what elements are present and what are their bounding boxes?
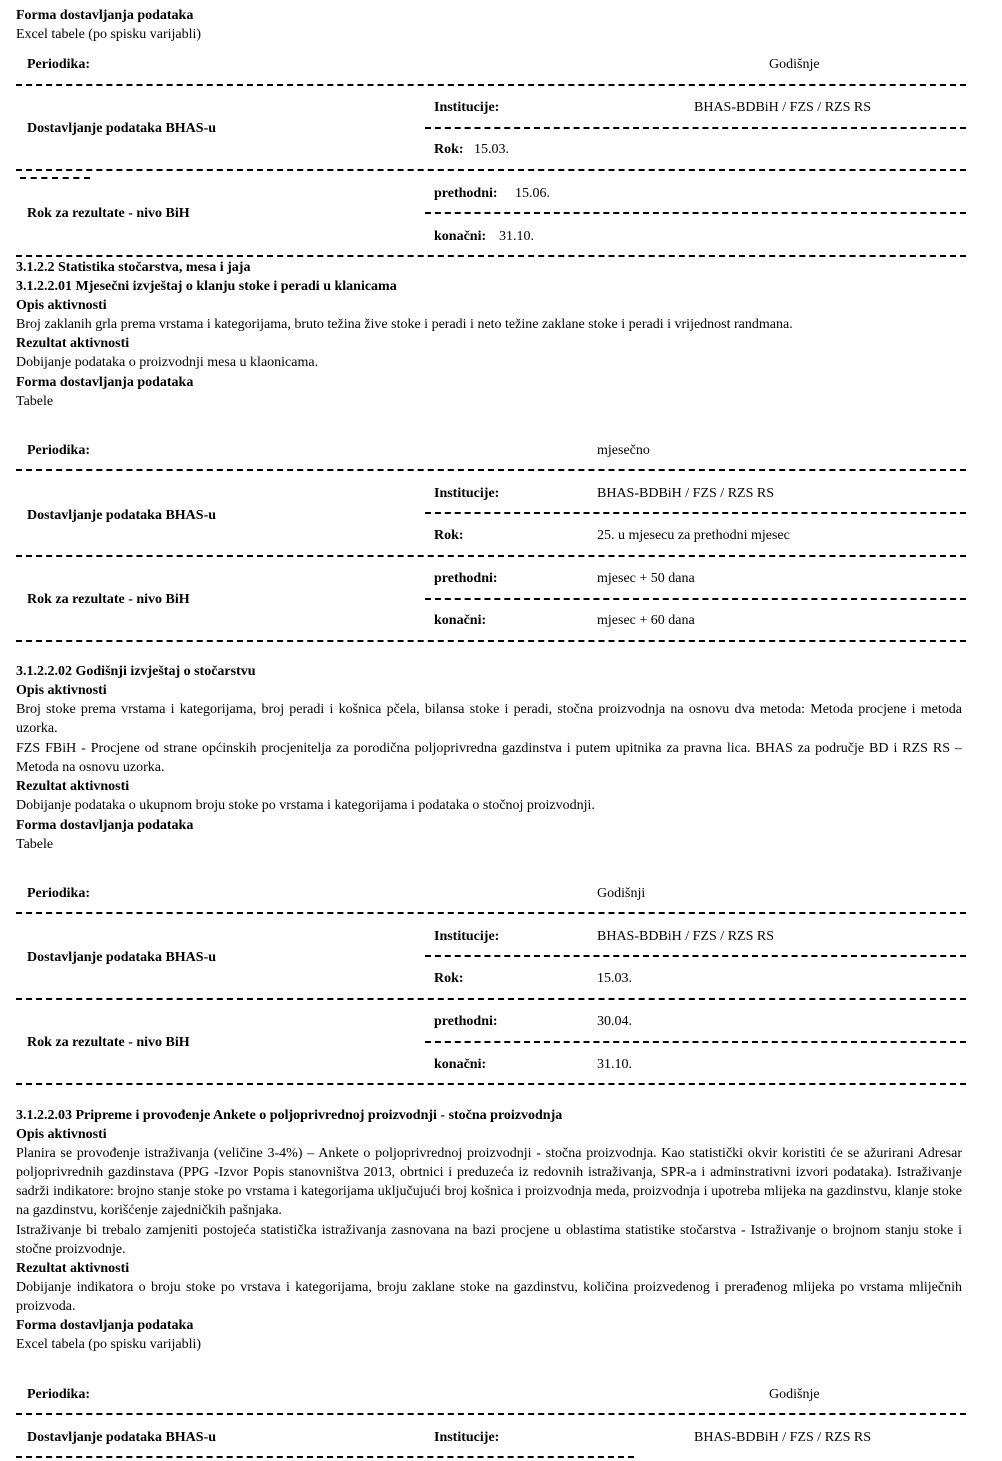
- opis-text: Istraživanje bi trebalo zamjeniti postojeća statistička istraživanja zasnovana na bazi procjene u oblastima statistike stočarstva - Istraživanje o brojnom stanju stoke i stočne proizvodnje.: [16, 1223, 962, 1257]
- institucije-label: Institucije:: [434, 929, 500, 944]
- divider: [16, 998, 966, 1000]
- divider: [425, 127, 966, 129]
- periodika-value: Godišnje: [769, 1387, 820, 1402]
- divider: [16, 1456, 634, 1458]
- institucije-label: Institucije:: [434, 1430, 500, 1445]
- konacni-value: 31.10.: [499, 229, 534, 244]
- institucije-value: BHAS-BDBiH / FZS / RZS RS: [694, 1430, 871, 1445]
- activity-title: 3.1.2.2.03 Pripreme i provođenje Ankete o poljoprivrednoj proizvodnji - stočna proizvodnja: [16, 1108, 563, 1123]
- activity-title: 3.1.2.2.01 Mjesečni izvještaj o klanju stoke i peradi u klanicama: [16, 279, 397, 294]
- forma-value: Tabele: [16, 394, 54, 409]
- forma-heading: Forma dostavljanja podataka: [16, 1318, 194, 1333]
- periodika-label: Periodika:: [27, 57, 90, 72]
- rezultat-heading: Rezultat aktivnosti: [16, 1261, 130, 1276]
- institucije-label: Institucije:: [434, 100, 500, 115]
- institucije-value: BHAS-BDBiH / FZS / RZS RS: [694, 100, 871, 115]
- section-title: 3.1.2.2 Statistika stočarstva, mesa i jaja: [16, 260, 251, 275]
- konacni-label: konačni:: [434, 1057, 487, 1072]
- prethodni-value: 15.06.: [515, 186, 550, 201]
- divider: [425, 212, 966, 214]
- divider: [16, 169, 966, 171]
- prethodni-label: prethodni:: [434, 1014, 498, 1029]
- rok-label: Rok:: [434, 528, 464, 543]
- forma-value: Excel tabele (po spisku varijabli): [16, 27, 202, 42]
- rezultat-heading: Rezultat aktivnosti: [16, 336, 130, 351]
- rok-value: 15.03.: [597, 971, 632, 986]
- periodika-label: Periodika:: [27, 1387, 90, 1402]
- divider: [16, 84, 966, 86]
- divider: [425, 598, 966, 600]
- forma-value: Excel tabela (po spisku varijabli): [16, 1337, 202, 1352]
- institucije-value: BHAS-BDBiH / FZS / RZS RS: [597, 929, 774, 944]
- rezultat-text: Dobijanje podataka o ukupnom broju stoke po vrstama i kategorijama i podataka o stočnoj proizvodnji.: [16, 798, 595, 813]
- divider: [16, 469, 966, 471]
- prethodni-label: prethodni:: [434, 571, 498, 586]
- konacni-value: mjesec + 60 dana: [597, 613, 695, 628]
- rok-rezultate-label: Rok za rezultate - nivo BiH: [27, 206, 190, 221]
- periodika-value: Godišnji: [597, 886, 646, 901]
- rezultat-text: Dobijanje podataka o proizvodnji mesa u klaonicama.: [16, 355, 319, 370]
- rezultat-heading: Rezultat aktivnosti: [16, 779, 130, 794]
- opis-heading: Opis aktivnosti: [16, 683, 107, 698]
- opis-text: Broj zaklanih grla prema vrstama i kategorijama, bruto težina žive stoke i peradi i neto težine zaklane stoke i peradi i vrijednost randmana.: [16, 317, 793, 332]
- divider: [16, 255, 966, 257]
- periodika-label: Periodika:: [27, 443, 90, 458]
- dostavljanje-label: Dostavljanje podataka BHAS-u: [27, 121, 217, 136]
- rok-value: 15.03.: [474, 142, 509, 157]
- divider: [16, 555, 966, 557]
- forma-heading: Forma dostavljanja podataka: [16, 8, 194, 23]
- dostavljanje-label: Dostavljanje podataka BHAS-u: [27, 950, 217, 965]
- activity-title: 3.1.2.2.02 Godišnji izvještaj o stočarstvu: [16, 664, 256, 679]
- opis-heading: Opis aktivnosti: [16, 298, 107, 313]
- konacni-label: konačni:: [434, 229, 487, 244]
- forma-heading: Forma dostavljanja podataka: [16, 818, 194, 833]
- opis-text: Planira se provođenje istraživanja (veličine 3-4%) – Ankete o poljoprivrednoj proizvodnji - stočna proizvodnja. Kao statistički okvir koristiti će se ažurirani Adresar poljoprivrednih gazdinstava (PPG -Izvor Popis stanovništva 2013, obrtnici i preduzeća iz redovnih istraživanja, SPR-a i adminstrativni izvori podataka). Istraživanje sadrži indikatore: brojno stanje stoke po vrstama i kategorijama uključujući broj košnica i proizvodnja meda, proizvodnja i upotreba mlijeka na gazdinstvu, klanje stoke na gazdinstvu, korišćenje zajedničkih pašnjaka.: [16, 1146, 962, 1218]
- konacni-value: 31.10.: [597, 1057, 632, 1072]
- rok-value: 25. u mjesecu za prethodni mjesec: [597, 528, 790, 543]
- prethodni-value: 30.04.: [597, 1014, 632, 1029]
- divider: [20, 177, 90, 179]
- divider: [425, 955, 966, 957]
- rok-label: Rok:: [434, 971, 464, 986]
- divider: [16, 640, 966, 642]
- dostavljanje-label: Dostavljanje podataka BHAS-u: [27, 1430, 217, 1445]
- forma-value: Tabele: [16, 837, 54, 852]
- opis-text: Broj stoke prema vrstama i kategorijama, broj peradi i košnica pčela, bilansa stoke i peradi, stočna proizvodnja na osnovu dva metoda: Metoda procjene i metoda uzorka.: [16, 702, 962, 736]
- divider: [425, 1041, 966, 1043]
- periodika-label: Periodika:: [27, 886, 90, 901]
- periodika-value: Godišnje: [769, 57, 820, 72]
- opis-text: FZS FBiH - Procjene od strane općinskih procjenitelja za porodična poljoprivredna gazdinstva i putem upitnika za pravna lica. BHAS za područje BD i RZS RS – Metoda na osnovu uzorka.: [16, 741, 962, 775]
- rezultat-text: Dobijanje indikatora o broju stoke po vrstava i kategorijama, broju zaklane stoke na gazdinstvu, količina proizvedenog i prerađenog mlijeka po vrstama mliječnih proizvoda.: [16, 1280, 962, 1314]
- divider: [16, 1083, 966, 1085]
- forma-heading: Forma dostavljanja podataka: [16, 375, 194, 390]
- divider: [425, 512, 966, 514]
- dostavljanje-label: Dostavljanje podataka BHAS-u: [27, 508, 217, 523]
- konacni-label: konačni:: [434, 613, 487, 628]
- opis-heading: Opis aktivnosti: [16, 1127, 107, 1142]
- institucije-label: Institucije:: [434, 486, 500, 501]
- divider: [16, 1413, 966, 1415]
- rok-rezultate-label: Rok za rezultate - nivo BiH: [27, 1035, 190, 1050]
- prethodni-value: mjesec + 50 dana: [597, 571, 695, 586]
- institucije-value: BHAS-BDBiH / FZS / RZS RS: [597, 486, 774, 501]
- periodika-value: mjesečno: [597, 443, 650, 458]
- prethodni-label: prethodni:: [434, 186, 498, 201]
- rok-label: Rok:: [434, 142, 464, 157]
- rok-rezultate-label: Rok za rezultate - nivo BiH: [27, 592, 190, 607]
- divider: [16, 912, 966, 914]
